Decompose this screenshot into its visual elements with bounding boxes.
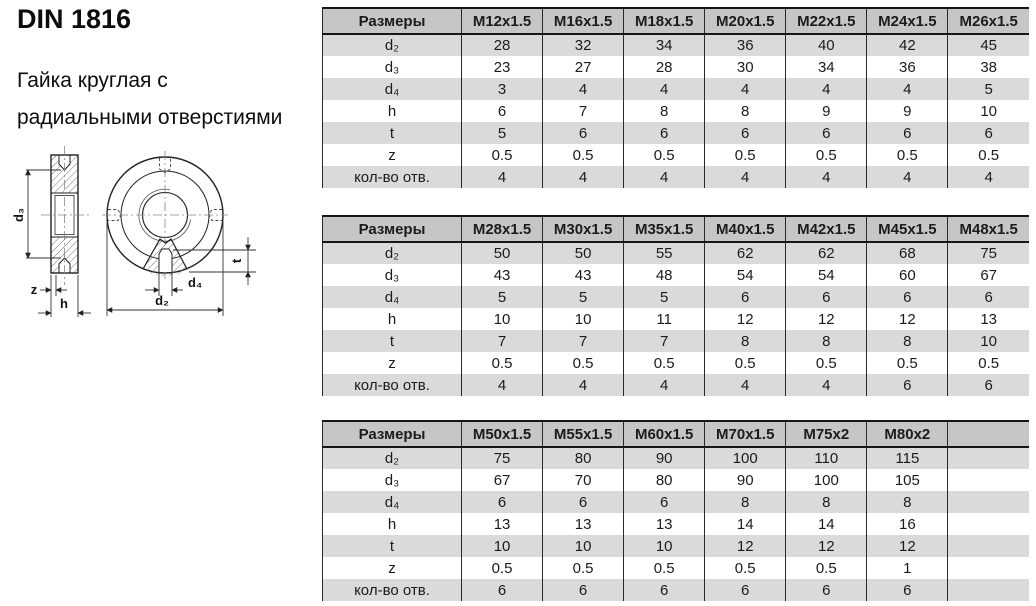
value-cell: 14 (705, 513, 786, 535)
value-cell: 12 (786, 308, 867, 330)
value-cell: 6 (543, 122, 624, 144)
table-row (323, 557, 1030, 579)
value-cell: 55 (624, 242, 705, 264)
technical-drawing (10, 138, 315, 336)
row-label: d₂ (323, 447, 462, 469)
value-cell: 4 (867, 166, 948, 188)
value-cell: 6 (786, 286, 867, 308)
size-column-header: M30x1.5 (543, 216, 624, 242)
dim-label-t: t (229, 258, 244, 264)
value-cell: 6 (786, 122, 867, 144)
value-cell: 43 (462, 264, 543, 286)
value-cell: 4 (624, 78, 705, 100)
value-cell: 6 (948, 122, 1029, 144)
size-column-header: M12x1.5 (462, 8, 543, 34)
row-label: z (323, 144, 462, 166)
value-cell: 0.5 (462, 144, 543, 166)
value-cell: 32 (543, 34, 624, 56)
row-label: d₄ (323, 491, 462, 513)
table-row (323, 78, 1030, 100)
value-cell: 11 (624, 308, 705, 330)
subtitle-line-2: радиальными отверстиями (17, 106, 283, 129)
row-label: z (323, 352, 462, 374)
value-cell: 10 (948, 100, 1029, 122)
value-cell: 13 (543, 513, 624, 535)
row-label: d₄ (323, 286, 462, 308)
value-cell: 4 (705, 374, 786, 396)
value-cell: 4 (543, 78, 624, 100)
value-cell: 62 (786, 242, 867, 264)
value-cell: 50 (543, 242, 624, 264)
row-label: t (323, 330, 462, 352)
value-cell: 12 (867, 535, 948, 557)
header-row (323, 421, 1030, 447)
value-cell: 10 (543, 535, 624, 557)
value-cell: 0.5 (705, 144, 786, 166)
size-column-header: M24x1.5 (867, 8, 948, 34)
size-column-header: M42x1.5 (786, 216, 867, 242)
size-column-header: M80x2 (867, 421, 948, 447)
value-cell: 0.5 (948, 144, 1029, 166)
table-row (323, 166, 1030, 188)
row-label: d₃ (323, 264, 462, 286)
value-cell: 80 (624, 469, 705, 491)
value-cell: 0.5 (948, 352, 1029, 374)
value-cell: 0.5 (786, 557, 867, 579)
row-label: d₂ (323, 34, 462, 56)
dim-label-d2: d₂ (155, 293, 169, 308)
value-cell: 0.5 (624, 352, 705, 374)
value-cell: 8 (705, 491, 786, 513)
value-cell: 67 (948, 264, 1029, 286)
value-cell (948, 491, 1029, 513)
value-cell: 4 (462, 374, 543, 396)
value-cell: 40 (786, 34, 867, 56)
table-row (323, 264, 1030, 286)
size-column-header: M48x1.5 (948, 216, 1029, 242)
value-cell: 10 (624, 535, 705, 557)
value-cell: 0.5 (867, 144, 948, 166)
value-cell: 4 (543, 166, 624, 188)
front-view (102, 151, 228, 282)
row-label: t (323, 122, 462, 144)
table-row (323, 100, 1030, 122)
value-cell (948, 469, 1029, 491)
value-cell: 105 (867, 469, 948, 491)
value-cell: 48 (624, 264, 705, 286)
section-view (41, 146, 89, 285)
value-cell: 4 (705, 78, 786, 100)
dim-label-z: z (30, 282, 38, 297)
value-cell: 6 (624, 491, 705, 513)
value-cell: 6 (705, 122, 786, 144)
value-cell: 4 (624, 166, 705, 188)
page-title: DIN 1816 (17, 4, 132, 34)
dim-label-d4: d₄ (188, 275, 203, 290)
table-row (323, 286, 1030, 308)
value-cell: 0.5 (543, 144, 624, 166)
value-cell: 100 (705, 447, 786, 469)
value-cell: 13 (948, 308, 1029, 330)
row-label: кол-во отв. (323, 579, 462, 601)
value-cell: 7 (624, 330, 705, 352)
value-cell: 4 (705, 166, 786, 188)
table-row (323, 122, 1030, 144)
value-cell (948, 447, 1029, 469)
value-cell: 6 (705, 579, 786, 601)
value-cell: 75 (948, 242, 1029, 264)
value-cell: 0.5 (705, 557, 786, 579)
row-label: z (323, 557, 462, 579)
value-cell: 4 (543, 374, 624, 396)
value-cell: 14 (786, 513, 867, 535)
value-cell: 0.5 (462, 352, 543, 374)
value-cell: 6 (462, 579, 543, 601)
row-label: t (323, 535, 462, 557)
table-row (323, 330, 1030, 352)
table-row (323, 513, 1030, 535)
value-cell: 4 (948, 166, 1029, 188)
value-cell: 90 (624, 447, 705, 469)
value-cell: 5 (948, 78, 1029, 100)
value-cell: 7 (543, 100, 624, 122)
table-row (323, 144, 1030, 166)
value-cell: 115 (867, 447, 948, 469)
value-cell: 80 (543, 447, 624, 469)
size-column-header: M28x1.5 (462, 216, 543, 242)
size-column-header: M45x1.5 (867, 216, 948, 242)
value-cell: 8 (624, 100, 705, 122)
value-cell: 0.5 (786, 352, 867, 374)
value-cell: 10 (462, 535, 543, 557)
value-cell: 4 (867, 78, 948, 100)
value-cell (948, 535, 1029, 557)
value-cell: 10 (462, 308, 543, 330)
table-row (323, 535, 1030, 557)
table-row (323, 308, 1030, 330)
value-cell: 54 (705, 264, 786, 286)
subtitle-line-1: Гайка круглая с (17, 69, 168, 92)
value-cell: 13 (624, 513, 705, 535)
value-cell: 12 (867, 308, 948, 330)
row-label: кол-во отв. (323, 374, 462, 396)
value-cell: 6 (543, 491, 624, 513)
row-label: d₄ (323, 78, 462, 100)
header-row (323, 216, 1030, 242)
value-cell: 6 (867, 122, 948, 144)
value-cell: 0.5 (462, 557, 543, 579)
value-cell: 12 (786, 535, 867, 557)
row-label-header: Размеры (323, 216, 462, 242)
value-cell: 6 (867, 579, 948, 601)
row-label: d₃ (323, 56, 462, 78)
value-cell: 54 (786, 264, 867, 286)
value-cell: 27 (543, 56, 624, 78)
value-cell: 8 (867, 330, 948, 352)
row-label: кол-во отв. (323, 166, 462, 188)
row-label-header: Размеры (323, 421, 462, 447)
table-row (323, 447, 1030, 469)
value-cell: 75 (462, 447, 543, 469)
value-cell: 60 (867, 264, 948, 286)
size-column-header: M22x1.5 (786, 8, 867, 34)
size-column-header: M16x1.5 (543, 8, 624, 34)
value-cell: 70 (543, 469, 624, 491)
value-cell: 5 (462, 122, 543, 144)
row-label: h (323, 308, 462, 330)
table-row (323, 579, 1030, 601)
header-row (323, 8, 1030, 34)
size-column-header: M35x1.5 (624, 216, 705, 242)
value-cell: 7 (462, 330, 543, 352)
size-column-header: M40x1.5 (705, 216, 786, 242)
value-cell: 45 (948, 34, 1029, 56)
value-cell: 8 (786, 330, 867, 352)
dim-label-h: h (60, 296, 68, 311)
value-cell: 4 (786, 166, 867, 188)
value-cell: 4 (786, 374, 867, 396)
size-column-header: M50x1.5 (462, 421, 543, 447)
value-cell: 10 (543, 308, 624, 330)
dim-label-d3: d₃ (11, 208, 26, 222)
value-cell: 36 (705, 34, 786, 56)
value-cell: 0.5 (543, 557, 624, 579)
value-cell: 6 (462, 491, 543, 513)
value-cell: 23 (462, 56, 543, 78)
value-cell: 6 (543, 579, 624, 601)
value-cell: 7 (543, 330, 624, 352)
value-cell: 6 (705, 286, 786, 308)
value-cell: 30 (705, 56, 786, 78)
value-cell: 34 (624, 34, 705, 56)
value-cell: 6 (624, 122, 705, 144)
row-label: d₂ (323, 242, 462, 264)
value-cell: 90 (705, 469, 786, 491)
value-cell: 10 (948, 330, 1029, 352)
value-cell: 3 (462, 78, 543, 100)
value-cell: 0.5 (543, 352, 624, 374)
value-cell: 42 (867, 34, 948, 56)
value-cell: 28 (624, 56, 705, 78)
value-cell: 16 (867, 513, 948, 535)
table-row (323, 469, 1030, 491)
size-column-header: M20x1.5 (705, 8, 786, 34)
value-cell: 9 (786, 100, 867, 122)
size-table-m50-m80 (322, 420, 1029, 601)
value-cell: 5 (624, 286, 705, 308)
row-label: d₃ (323, 469, 462, 491)
value-cell: 0.5 (624, 557, 705, 579)
size-column-header: M26x1.5 (948, 8, 1029, 34)
size-column-header: M70x1.5 (705, 421, 786, 447)
value-cell: 9 (867, 100, 948, 122)
value-cell: 4 (624, 374, 705, 396)
row-label: h (323, 100, 462, 122)
size-column-header: M55x1.5 (543, 421, 624, 447)
value-cell: 8 (786, 491, 867, 513)
value-cell: 8 (867, 491, 948, 513)
value-cell: 0.5 (624, 144, 705, 166)
value-cell: 12 (705, 308, 786, 330)
size-column-header (948, 421, 1029, 447)
value-cell: 0.5 (786, 144, 867, 166)
value-cell: 38 (948, 56, 1029, 78)
table-row (323, 374, 1030, 396)
value-cell: 6 (948, 374, 1029, 396)
value-cell: 34 (786, 56, 867, 78)
value-cell: 4 (462, 166, 543, 188)
value-cell: 43 (543, 264, 624, 286)
size-table-m28-m48 (322, 215, 1029, 396)
value-cell: 8 (705, 100, 786, 122)
value-cell: 68 (867, 242, 948, 264)
value-cell: 28 (462, 34, 543, 56)
value-cell: 1 (867, 557, 948, 579)
value-cell (948, 579, 1029, 601)
value-cell: 100 (786, 469, 867, 491)
value-cell: 8 (705, 330, 786, 352)
size-column-header: M75x2 (786, 421, 867, 447)
value-cell: 62 (705, 242, 786, 264)
table-row (323, 56, 1030, 78)
value-cell: 6 (948, 286, 1029, 308)
value-cell: 6 (462, 100, 543, 122)
value-cell: 6 (867, 286, 948, 308)
table-row (323, 242, 1030, 264)
size-column-header: M18x1.5 (624, 8, 705, 34)
size-column-header: M60x1.5 (624, 421, 705, 447)
size-table-m12-m26 (322, 7, 1029, 188)
row-label-header: Размеры (323, 8, 462, 34)
value-cell (948, 513, 1029, 535)
value-cell: 13 (462, 513, 543, 535)
value-cell: 50 (462, 242, 543, 264)
value-cell: 0.5 (867, 352, 948, 374)
value-cell: 5 (462, 286, 543, 308)
value-cell (948, 557, 1029, 579)
table-row (323, 34, 1030, 56)
value-cell: 67 (462, 469, 543, 491)
value-cell: 5 (543, 286, 624, 308)
value-cell: 6 (624, 579, 705, 601)
row-label: h (323, 513, 462, 535)
value-cell: 6 (867, 374, 948, 396)
value-cell: 12 (705, 535, 786, 557)
table-row (323, 352, 1030, 374)
value-cell: 36 (867, 56, 948, 78)
value-cell: 110 (786, 447, 867, 469)
table-row (323, 491, 1030, 513)
value-cell: 0.5 (705, 352, 786, 374)
page-subtitle (17, 62, 282, 136)
value-cell: 4 (786, 78, 867, 100)
value-cell: 6 (786, 579, 867, 601)
